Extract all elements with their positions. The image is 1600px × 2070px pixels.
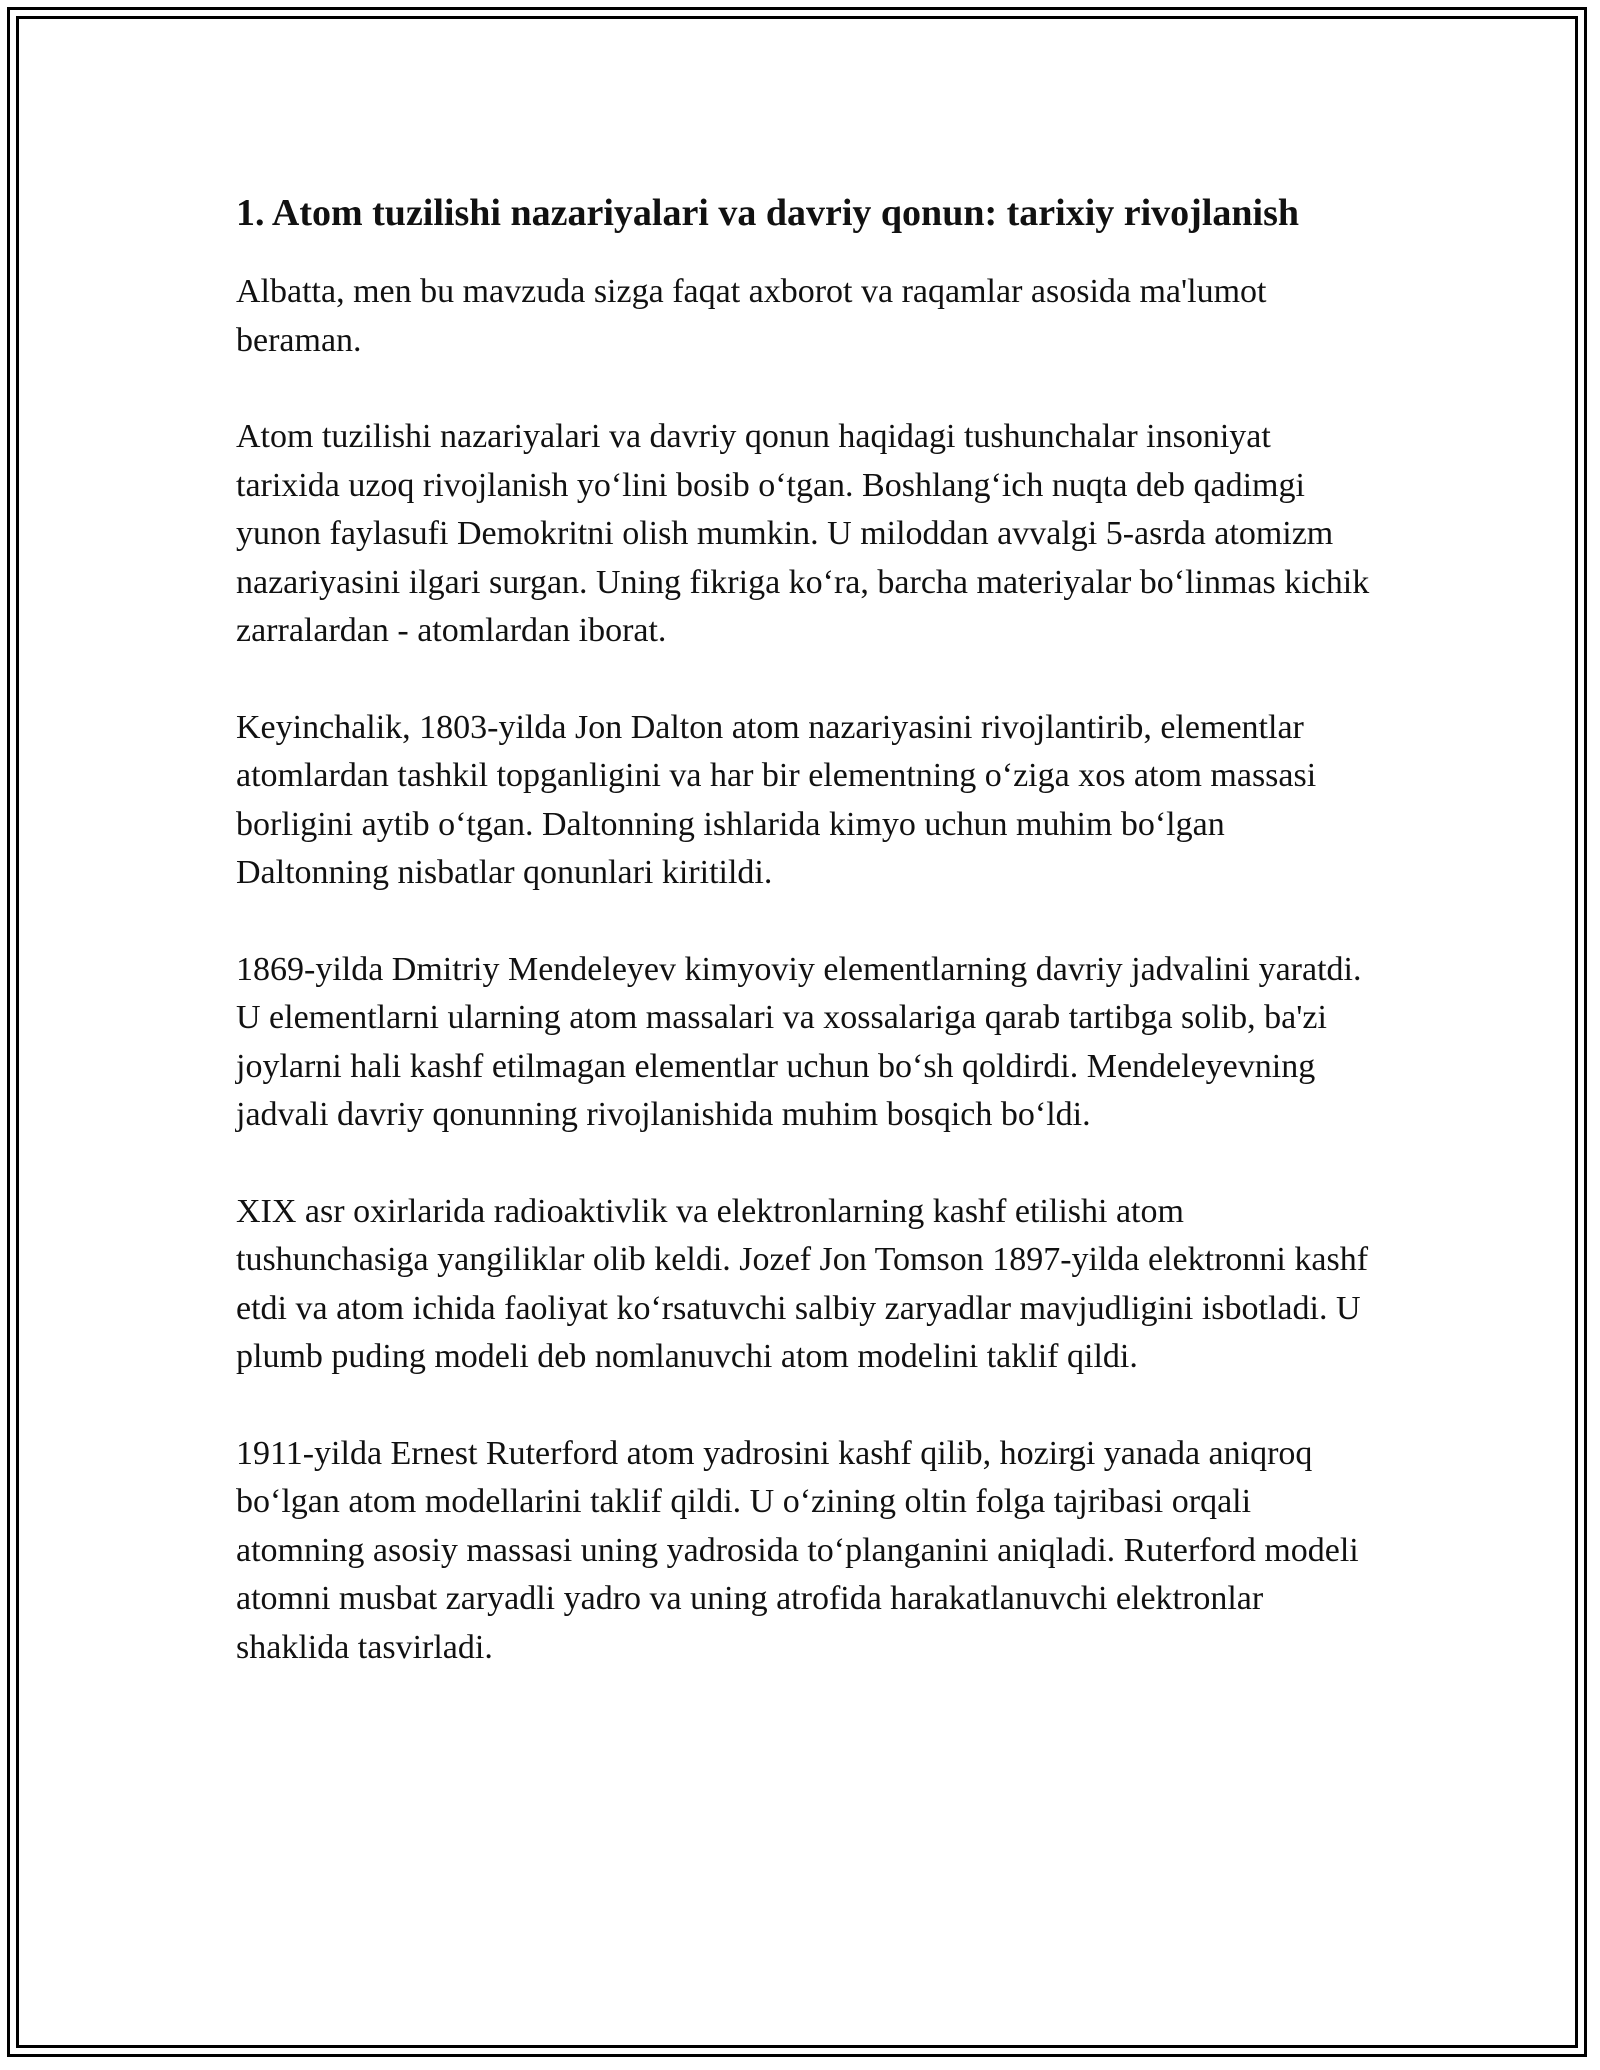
section-heading: 1. Atom tuzilishi nazariyalari va davriy qonun: tarixiy rivojlanish [236, 192, 1299, 234]
document-body [236, 186, 1376, 1720]
paragraph-rutherford: 1911-yilda Ernest Ruterford atom yadrosini kashf qilib, hozirgi yanada aniqroq bo‘lgan atom modellarini taklif qildi. U o‘zining oltin folga tajribasi orqali atomning asosiy massasi uning yadrosida to‘planganini aniqladi. Ruterford modeli atomni musbat zaryadli yadro va uning atrofida harakatlanuvchi elektronlar shaklida tasvirladi. [236, 1434, 1359, 1666]
paragraph-mendeleev: 1869-yilda Dmitriy Mendeleyev kimyoviy elementlarning davriy jadvalini yaratdi. U elementlarni ularning atom massalari va xossalariga qarab tartibga solib, ba'zi joylarni hali kashf etilmagan elementlar uchun bo‘sh qoldirdi. Mendeleyevning jadvali davriy qonunning rivojlanishida muhim bosqich bo‘ldi. [236, 950, 1362, 1133]
paragraph-thomson: XIX asr oxirlarida radioaktivlik va elektronlarning kashf etilishi atom tushunchasiga yangiliklar olib keldi. Jozef Jon Tomson 1897-yilda elektronni kashf etdi va atom ichida faoliyat ko‘rsatuvchi salbiy zaryadlar mavjudligini isbotladi. U plumb puding modeli deb nomlanuvchi atom modelini taklif qildi. [236, 1192, 1369, 1375]
paragraph-democritus: Atom tuzilishi nazariyalari va davriy qonun haqidagi tushunchalar insoniyat tarixida uzoq rivojlanish yo‘lini bosib o‘tgan. Boshlang‘ich nuqta deb qadimgi yunon faylasufi Demokritni olish mumkin. U miloddan avvalgi 5-asrda atomizm nazariyasini ilgari surgan. Uning fikriga ko‘ra, barcha materiyalar bo‘linmas kichik zarralardan - atomlardan iborat. [236, 418, 1370, 649]
paragraph-intro: Albatta, men bu mavzuda sizga faqat axborot va raqamlar asosida ma'lumot beraman. [236, 273, 1267, 359]
paragraph-dalton: Keyinchalik, 1803-yilda Jon Dalton atom nazariyasini rivojlantirib, elementlar atomlardan tashkil topganligini va har bir elementning o‘ziga xos atom massasi borligini aytib o‘tgan. Daltonning ishlarida kimyo uchun muhim bo‘lgan Daltonning nisbatlar qonunlari kiritildi. [236, 708, 1317, 891]
